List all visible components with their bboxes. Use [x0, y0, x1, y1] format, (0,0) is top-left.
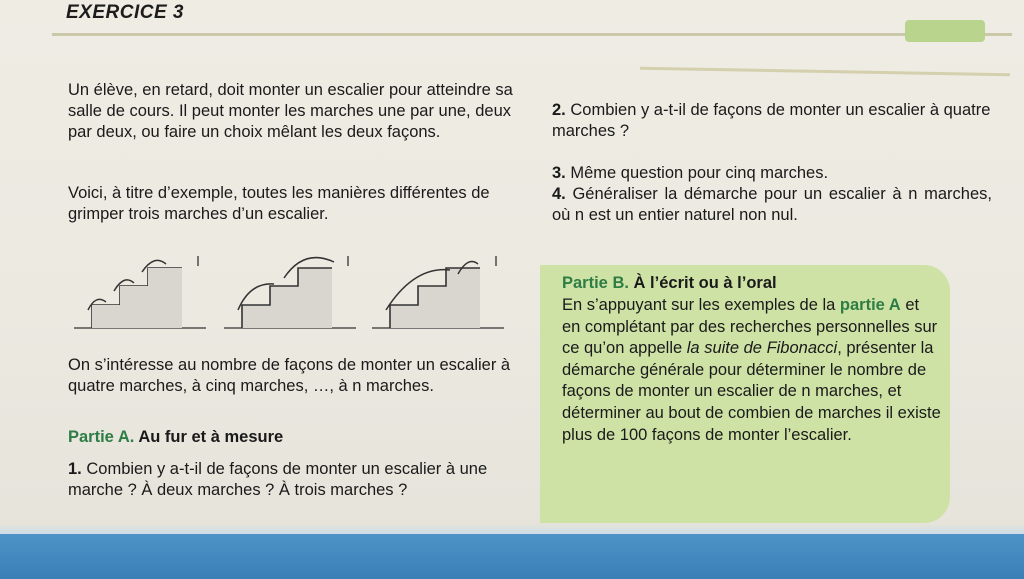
- part-b-title: À l’écrit ou à l’oral: [633, 274, 777, 292]
- part-a-reference: partie A: [839, 296, 901, 314]
- example-paragraph: Voici, à titre d’exemple, toutes les manières différentes de grimper trois marches d’un escalier.: [68, 184, 490, 223]
- question-3-number: 3.: [552, 164, 566, 182]
- page-header: [0, 0, 1024, 60]
- question-2: [552, 100, 992, 142]
- question-2-number: 2.: [552, 101, 566, 119]
- intro-paragraph: Un élève, en retard, doit monter un escalier pour atteindre sa salle de cours. Il peut monter les marches une par une, deux par deux, ou faire un choix mêlant les deux façons.: [68, 81, 513, 141]
- part-a-title: Au fur et à mesure: [138, 428, 284, 446]
- question-3-text: Même question pour cinq marches.: [570, 164, 829, 182]
- header-rule-secondary: [640, 67, 1010, 76]
- question-1: [68, 459, 538, 501]
- part-a-heading: [68, 428, 283, 447]
- part-b-text-2: et en complétant par des recherches personnelles sur ce qu’on appelle: [562, 296, 938, 358]
- interest-paragraph: On s’intéresse au nombre de façons de monter un escalier à quatre marches, à cinq marches, …, à n marches.: [68, 356, 511, 395]
- question-3: [552, 163, 992, 184]
- question-4-text: Généraliser la démarche pour un escalier à n marches, où n est un entier naturel non nul.: [552, 185, 992, 224]
- staircase-figure-2: [224, 256, 356, 328]
- exercise-title: EXERCICE 3: [66, 2, 184, 23]
- page-bottom-band: [0, 534, 1024, 579]
- part-b-text-1: En s’appuyant sur les exemples de la: [562, 296, 840, 314]
- staircase-figure-1: [74, 256, 206, 328]
- question-4: [552, 184, 992, 226]
- staircase-figure-3: [372, 256, 504, 328]
- header-tag: [905, 20, 985, 42]
- part-b-text-3: , présenter la démarche générale pour déterminer le nombre de façons de monter un escalier de n marches, et déterminer au bout de combien de marches il existe plus de 100 façons de monter l’escalier.: [562, 339, 941, 444]
- part-b-box: [540, 265, 950, 523]
- fibonacci-term: la suite de Fibonacci: [686, 339, 838, 358]
- part-b-heading: [562, 274, 777, 293]
- part-b-text: [562, 295, 942, 446]
- staircase-figures: [74, 250, 504, 345]
- question-4-number: 4.: [552, 185, 566, 203]
- header-rule: [52, 33, 1012, 36]
- question-2-text: Combien y a-t-il de façons de monter un escalier à quatre marches ?: [552, 101, 991, 140]
- question-1-text: Combien y a-t-il de façons de monter un escalier à une marche ? À deux marches ? À trois marches ?: [68, 460, 488, 499]
- part-b-label: Partie B.: [562, 274, 629, 292]
- question-1-number: 1.: [68, 460, 82, 478]
- part-a-label: Partie A.: [68, 428, 135, 446]
